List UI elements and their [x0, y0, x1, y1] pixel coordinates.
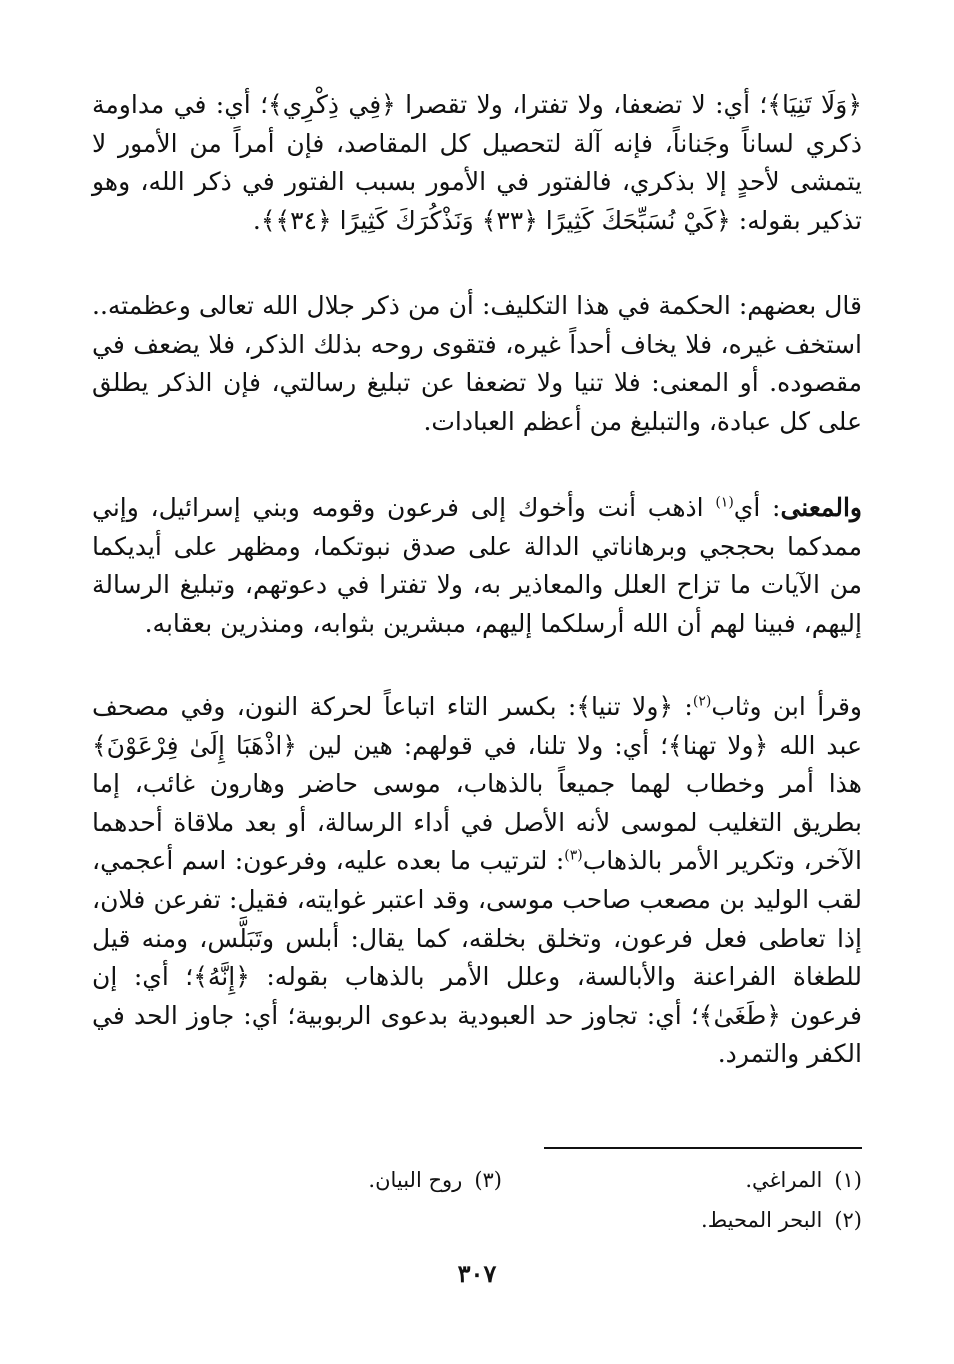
paragraph-3-lead: والمعنى: [780, 493, 862, 522]
footnote-3-text: روح البيان.: [368, 1168, 463, 1192]
page-number: ٣٠٧: [457, 1259, 497, 1288]
footnote-row-1: [92, 1160, 862, 1200]
footnote-row-2: [92, 1200, 862, 1240]
paragraph-4-text-c: : لترتيب ما بعده عليه، وفرعون: اسم أعجمي، لقب الوليد بن مصعب صاحب موسى، وقد اعتبر غوايته، فقيل: تفرعن فلان، إذا تعاطى فعل فرعون، وتخلق بخلقه، كما يقال: أبلس وتَبَلَّس، ومنه قيل للطغاة الفراعنة والأبالسة، وعلل الأمر بالذهاب بقوله: ﴿إِنَّهُ﴾؛ أي: إن فرعون ﴿طَغَىٰ﴾؛ أي: تجاوز حد العبودية بدعوى الربوبية؛ أي: جاوز الحد في الكفر والتمرد.: [92, 846, 862, 1069]
footnote-3-number: (٣): [474, 1168, 502, 1192]
footnote-ref-1[interactable]: (١): [715, 494, 734, 511]
footnote-divider: [544, 1147, 862, 1149]
paragraph-4: [92, 688, 862, 1074]
footnote-2-number: (٢): [834, 1208, 862, 1232]
footnote-1-number: (١): [834, 1168, 862, 1192]
paragraph-3: [92, 489, 862, 643]
footnote-2-text: البحر المحيط.: [701, 1208, 823, 1232]
footnote-ref-2[interactable]: (٢): [692, 693, 712, 710]
paragraph-4-text-a: وقرأ ابن وثاب: [711, 692, 862, 721]
paragraph-1: ﴿وَلَا تَنِيَا﴾؛ أي: لا تضعفا، ولا تفترا، ولا تقصرا ﴿فِي ذِكْرِي﴾؛ أي: في مداومة ذكري لساناً وجَناناً، فإنه آلة لتحصيل كل المقاصد، فإن أمراً من الأمور لا يتمشى لأحدٍ إلا بذكري، فالفتور في الأمور بسبب الفتور في ذكر الله، وهو تذكير بقوله: ﴿كَيْ نُسَبِّحَكَ كَثِيرًا ﴿٣٣﴾ وَنَذْكُرَكَ كَثِيرًا ﴿٣٤﴾﴾.: [92, 90, 862, 235]
footnote-1-text: المراغي.: [745, 1168, 823, 1192]
footnotes: [92, 1160, 862, 1240]
footnote-1: [502, 1160, 862, 1200]
footnote-ref-3[interactable]: (٣): [564, 848, 583, 865]
footnote-2: [502, 1200, 862, 1240]
paragraph-3-text-b: اذهب أنت وأخوك إلى فرعون وقومه وبني إسرائيل، وإني ممدكما بحججي وبرهاناتي الدالة على صدق نبوتكما، ومظهر على أيديكما من الآيات ما تزاح العلل والمعاذير به، ولا تفترا في دعوتهم، وتبليغ الرسالة إليهم، فبينا لهم أن الله أرسلكما إليهم، مبشرين بثوابه، ومنذرين بعقابه.: [92, 493, 862, 638]
footnote-3: [142, 1160, 502, 1200]
paragraph-3-text-a: : أي: [733, 493, 781, 522]
paragraph-2: قال بعضهم: الحكمة في هذا التكليف: أن من ذكر جلال الله تعالى وعظمته.. استخف غيره، فلا يخاف أحداً غيره، فتقوى روحه بذلك الذكر، فلا يضعف في مقصوده. أو المعنى: فلا تنيا ولا تضعفا عن تبليغ رسالتي، فإن الذكر يطلق على كل عبادة، والتبليغ من أعظم العبادات.: [92, 291, 862, 436]
paragraph-4-text-b: : ﴿ولا تنيا﴾: بكسر التاء اتباعاً لحركة النون، وفي مصحف عبد الله ﴿ولا تهنا﴾؛ أي: ولا تلنا، في قولهم: هين لين ﴿اذْهَبَا إِلَىٰ فِرْعَوْنَ﴾ هذا أمر وخطاب لهما جميعاً بالذهاب، موسى حاضر وهارون غائب، إما بطريق التغليب لموسى لأنه الأصل في أداء الرسالة، أو بعد ملاقاة أحدهما الآخر، وتكرير الأمر بالذهاب: [92, 692, 862, 876]
